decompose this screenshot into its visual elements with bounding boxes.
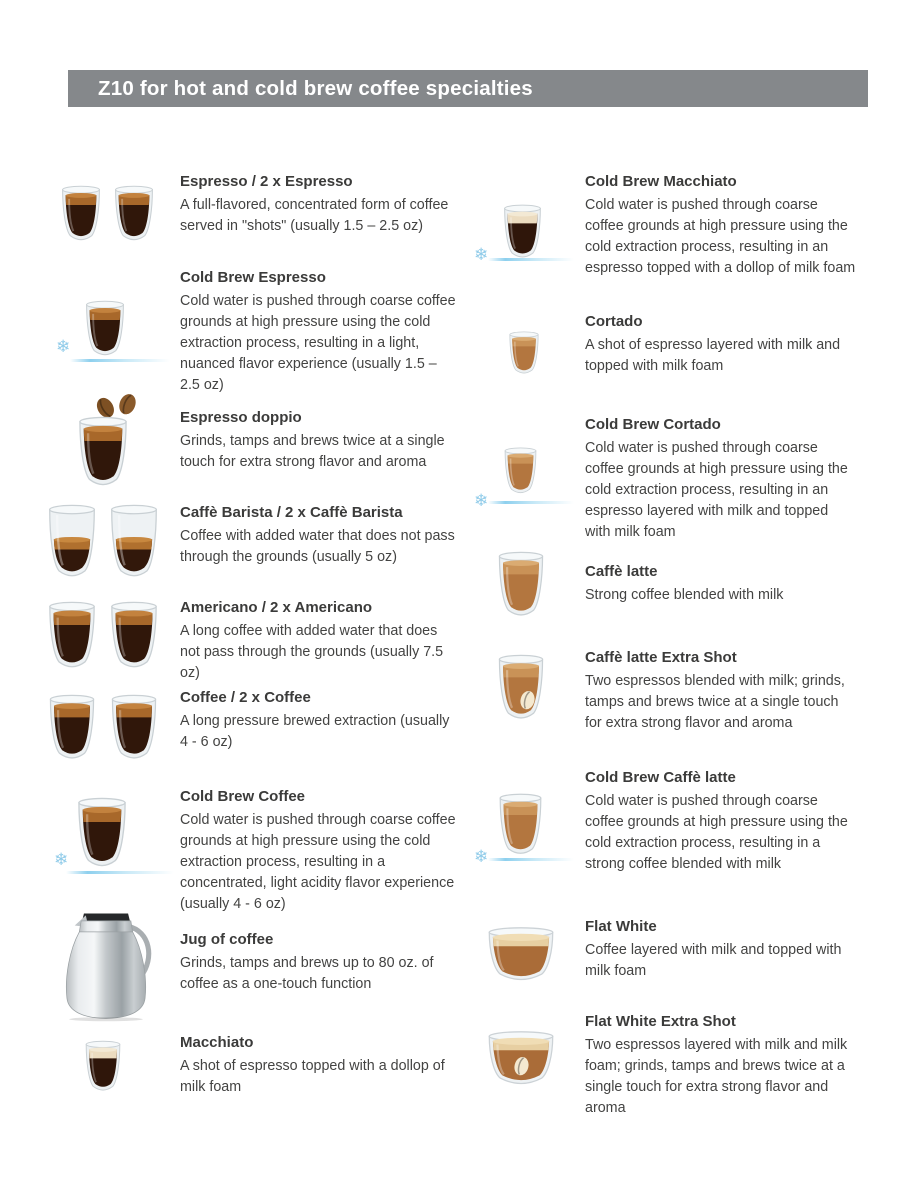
coffee-jug-icon [60,908,152,1022]
coffee-item-title: Cold Brew Espresso [180,269,326,286]
two-coffee-glasses-icon [44,694,162,764]
cold-brew-line [488,258,574,261]
coffee-glass-icon [70,797,134,873]
coffee-item-description: Cold water is pushed through coarse coffee grounds at high pressure using the cold extraction process, resulting in an espresso layered with milk and topped with milk foam [585,439,848,540]
coffee-item-description: Grinds, tamps and brews up to 80 oz. of coffee as a one-touch function [180,954,434,992]
coffee-item-description: A shot of espresso topped with a dollop of milk foam [180,1057,445,1095]
coffee-item-macchiato [180,1033,459,1098]
page-title: Z10 for hot and cold brew coffee specialties [98,76,533,100]
milk-coffee-glass-icon [500,447,542,497]
coffee-item-title: Jug of coffee [180,931,274,948]
coffee-item-title: Espresso doppio [180,409,302,426]
coffee-item-description: A full-flavored, concentrated form of coffee served in "shots" (usually 1.5 – 2.5 oz) [180,196,449,234]
coffee-item-title: Caffè latte Extra Shot [585,649,737,666]
coffee-item-cold-brew-macchiato [585,172,857,279]
two-espresso-glasses-icon [58,185,158,245]
milk-coffee-glass-with-bean-icon [494,654,548,726]
coffee-item-title: Cortado [585,313,643,330]
coffee-item-description: Cold water is pushed through coarse coffee grounds at high pressure using the cold extraction process, resulting in an espresso topped with a dollop of milk foam [585,196,856,276]
snowflake-icon: ❄ [474,245,489,264]
coffee-item-description: A long coffee with added water that does not pass through the grounds (usually 7.5 oz) [180,622,444,681]
two-half-filled-glasses-icon [44,504,162,582]
coffee-item-cold-brew-caffe-latte [585,768,857,875]
coffee-item-title: Cold Brew Cortado [585,416,721,433]
cold-brew-line [488,858,574,861]
coffee-item-description: Grinds, tamps and brews twice at a single touch for extra strong flavor and aroma [180,432,445,470]
coffee-item-espresso-doppio [180,408,459,473]
snowflake-icon: ❄ [474,847,489,866]
flat-white-cup-with-bean-icon [484,1030,558,1092]
coffee-item-title: Flat White [585,918,657,935]
coffee-item-description: Coffee with added water that does not pass through the grounds (usually 5 oz) [180,527,455,565]
macchiato-glass-icon [82,1040,124,1096]
coffee-item-espresso [180,172,459,237]
coffee-item-description: Coffee layered with milk and topped with milk foam [585,941,842,979]
coffee-item-americano [180,598,459,684]
two-coffee-glasses-icon [44,601,162,673]
flat-white-cup-icon [484,926,558,984]
espresso-doppio-glass-icon [71,416,135,492]
milk-coffee-glass-icon [494,551,548,621]
coffee-item-flat-white-extra-shot [585,1012,857,1119]
coffee-item-description: Cold water is pushed through coarse coffee grounds at high pressure using the cold extraction process, resulting in a concentrated, light acidity flavor experience (usually 4 - 6 oz) [180,811,456,912]
cold-brew-line [488,501,574,504]
coffee-item-description: Cold water is pushed through coarse coffee grounds at high pressure using the cold extraction process, resulting in a strong coffee blended with milk [585,792,848,872]
coffee-item-title: Macchiato [180,1034,254,1051]
snowflake-icon: ❄ [54,850,69,869]
coffee-item-title: Americano / 2 x Americano [180,599,373,616]
cold-brew-line [66,871,174,874]
coffee-item-description: Two espressos layered with milk and milk foam; grinds, tamps and brews twice at a single touch for extra strong flavor and aroma [585,1036,848,1116]
milk-coffee-glass-icon [504,331,544,377]
coffee-item-coffee [180,688,459,753]
coffee-item-title: Coffee / 2 x Coffee [180,689,311,706]
snowflake-icon: ❄ [56,337,71,356]
coffee-item-caffe-latte [585,562,857,606]
coffee-item-description: Strong coffee blended with milk [585,586,784,603]
coffee-item-description: Two espressos blended with milk; grinds, tamps and brews twice at a single touch for extra strong flavor and aroma [585,672,845,731]
snowflake-icon: ❄ [474,491,489,510]
coffee-item-flat-white [585,917,857,982]
coffee-item-title: Cold Brew Coffee [180,788,306,805]
coffee-item-title: Caffè latte [585,563,658,580]
coffee-item-description: A shot of espresso layered with milk and topped with milk foam [585,336,841,374]
milk-coffee-glass-icon [494,793,548,859]
coffee-item-jug-of-coffee [180,930,459,995]
header-bar [68,70,868,107]
coffee-item-cortado [585,312,857,377]
coffee-item-title: Cold Brew Caffè latte [585,769,736,786]
coffee-item-title: Espresso / 2 x Espresso [180,173,353,190]
coffee-item-description: A long pressure brewed extraction (usually 4 - 6 oz) [180,712,450,750]
coffee-item-description: Cold water is pushed through coarse coffee grounds at high pressure using the cold extraction process, resulting in a light, nuanced flavor experience (usually 1.5 – 2.5 oz) [180,292,456,393]
coffee-item-title: Caffè Barista / 2 x Caffè Barista [180,504,403,521]
cold-brew-line [70,359,170,362]
coffee-item-caffe-barista [180,503,459,568]
macchiato-glass-icon [500,204,546,262]
espresso-glass-icon [82,300,128,362]
coffee-item-cold-brew-espresso [180,268,459,396]
coffee-item-title: Flat White Extra Shot [585,1013,736,1030]
coffee-item-cold-brew-cortado [585,415,857,543]
coffee-item-caffe-latte-extra-shot [585,648,857,734]
coffee-item-cold-brew-coffee [180,787,459,915]
coffee-item-title: Cold Brew Macchiato [585,173,737,190]
